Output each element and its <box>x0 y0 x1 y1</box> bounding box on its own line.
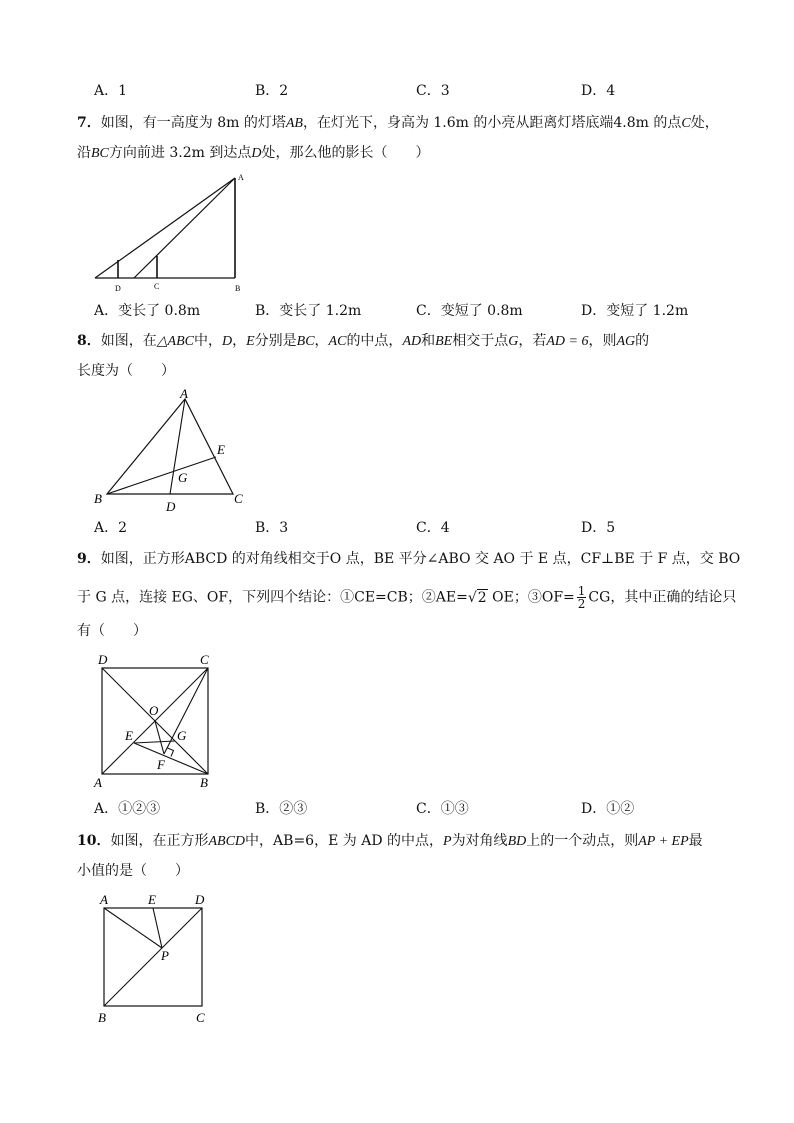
q9-option-b[interactable]: B．②③ <box>255 801 308 817</box>
q9-stem-line1: 9．如图，正方形ABCD 的对角线相交于O 点，BE 平分∠ABO 交 AO 于 E 点，CF⊥BE 于 F 点，交 BO <box>77 551 741 567</box>
q8-option-d[interactable]: D．5 <box>581 520 616 536</box>
q10-label-d: D <box>195 892 205 907</box>
q9-square-figure <box>88 648 228 792</box>
q10-label-b: B <box>98 1010 106 1025</box>
q7-stem-line2: 沿BC方向前进 3.2m 到达点D处，那么他的影长（ ） <box>77 145 430 161</box>
q6-option-c[interactable]: C．3 <box>416 83 450 99</box>
q8-option-c[interactable]: C．4 <box>416 520 450 536</box>
q10-diagonal-bd <box>104 908 202 1006</box>
q7-label-a: A <box>238 173 244 182</box>
q7-lighthouse-figure <box>90 168 250 296</box>
q9-option-a[interactable]: A．①②③ <box>94 801 161 817</box>
q8-label-b: B <box>94 491 102 506</box>
q10-number: 10． <box>77 833 111 849</box>
q9-label-b: B <box>200 775 208 790</box>
q7-option-c[interactable]: C．变短了 0.8m <box>416 303 523 319</box>
q7-label-c: C <box>154 282 160 291</box>
q9-sqrt: √2 <box>467 589 487 606</box>
q9-label-a: A <box>94 775 102 790</box>
q8-triangle-figure <box>88 385 258 517</box>
q10-square-figure <box>90 888 220 1033</box>
q8-option-b[interactable]: B．3 <box>255 520 289 536</box>
q10-label-p: P <box>161 948 169 963</box>
q9-stem-line3: 有（ ） <box>77 623 147 639</box>
q8-median-be <box>107 457 216 494</box>
q9-label-e: E <box>125 728 133 743</box>
q10-stem-line1: 10．如图，在正方形ABCD中，AB=6，E 为 AD 的中点，P为对角线BD上的一个动点，则AP + EP最 <box>77 833 703 849</box>
q7-label-d: D <box>115 284 121 293</box>
q9-option-c[interactable]: C．①③ <box>416 801 469 817</box>
q7-options <box>94 301 774 321</box>
q6-option-a[interactable]: A．1 <box>94 83 128 99</box>
q9-label-o: O <box>149 703 159 718</box>
q9-label-c: C <box>200 652 209 667</box>
q7-stem-line1: 7．如图，有一高度为 8m 的灯塔AB，在灯光下，身高为 1.6m 的小亮从距离灯塔底端4.8m 的点C处， <box>77 115 719 131</box>
q9-right-angle-mark <box>168 748 174 757</box>
q6-options <box>94 81 774 101</box>
q8-label-c: C <box>234 491 243 506</box>
q7-label-b: B <box>235 284 241 293</box>
q9-option-d[interactable]: D．①② <box>581 801 635 817</box>
q7-option-d[interactable]: D．变短了 1.2m <box>581 303 689 319</box>
q8-triangle-abc <box>107 399 233 494</box>
q8-label-d: D <box>166 499 176 514</box>
q10-stem-line2: 小值的是（ ） <box>77 863 189 879</box>
q8-stem-line2: 长度为（ ） <box>77 363 175 379</box>
q7-light-ray-c <box>134 178 235 278</box>
q9-stem-line2: 于 G 点，连接 EG、OF，下列四个结论：①CE=CB；②AE=√2 OE；③OF= $\frac{1}{2}$ CG，其中正确的结论只 <box>77 584 737 611</box>
q9-label-f: F <box>157 757 165 772</box>
q7-number: 7． <box>77 115 101 131</box>
q8-label-g: G <box>178 470 188 485</box>
q10-segment-ap <box>104 908 162 948</box>
q7-option-b[interactable]: B．变长了 1.2m <box>255 303 362 319</box>
q9-label-g: G <box>177 728 187 743</box>
q9-fraction: $\frac{1}{2}$ <box>577 584 586 611</box>
q9-segment-eg <box>134 741 175 743</box>
q9-label-d: D <box>98 652 108 667</box>
q8-option-a[interactable]: A．2 <box>94 520 128 536</box>
q9-bisector-be <box>134 743 208 774</box>
q10-label-a: A <box>100 892 108 907</box>
q8-stem-line1: 8．如图，在△ABC中，D，E分别是BC，AC的中点，AD和BE相交于点G，若AD = 6，则AG的 <box>77 333 650 349</box>
q8-label-a: A <box>180 386 188 401</box>
q10-label-e: E <box>148 892 156 907</box>
q7-option-a[interactable]: A．变长了 0.8m <box>94 303 201 319</box>
q9-number: 9． <box>77 551 101 567</box>
q7-light-ray-d <box>95 178 235 278</box>
q8-number: 8． <box>77 333 101 349</box>
q6-option-d[interactable]: D．4 <box>581 83 616 99</box>
q6-option-b[interactable]: B．2 <box>255 83 289 99</box>
q10-label-c: C <box>196 1010 205 1025</box>
q8-options <box>94 518 774 538</box>
q8-label-e: E <box>217 442 225 457</box>
q9-options <box>94 799 774 819</box>
q10-segment-ep <box>153 908 162 948</box>
